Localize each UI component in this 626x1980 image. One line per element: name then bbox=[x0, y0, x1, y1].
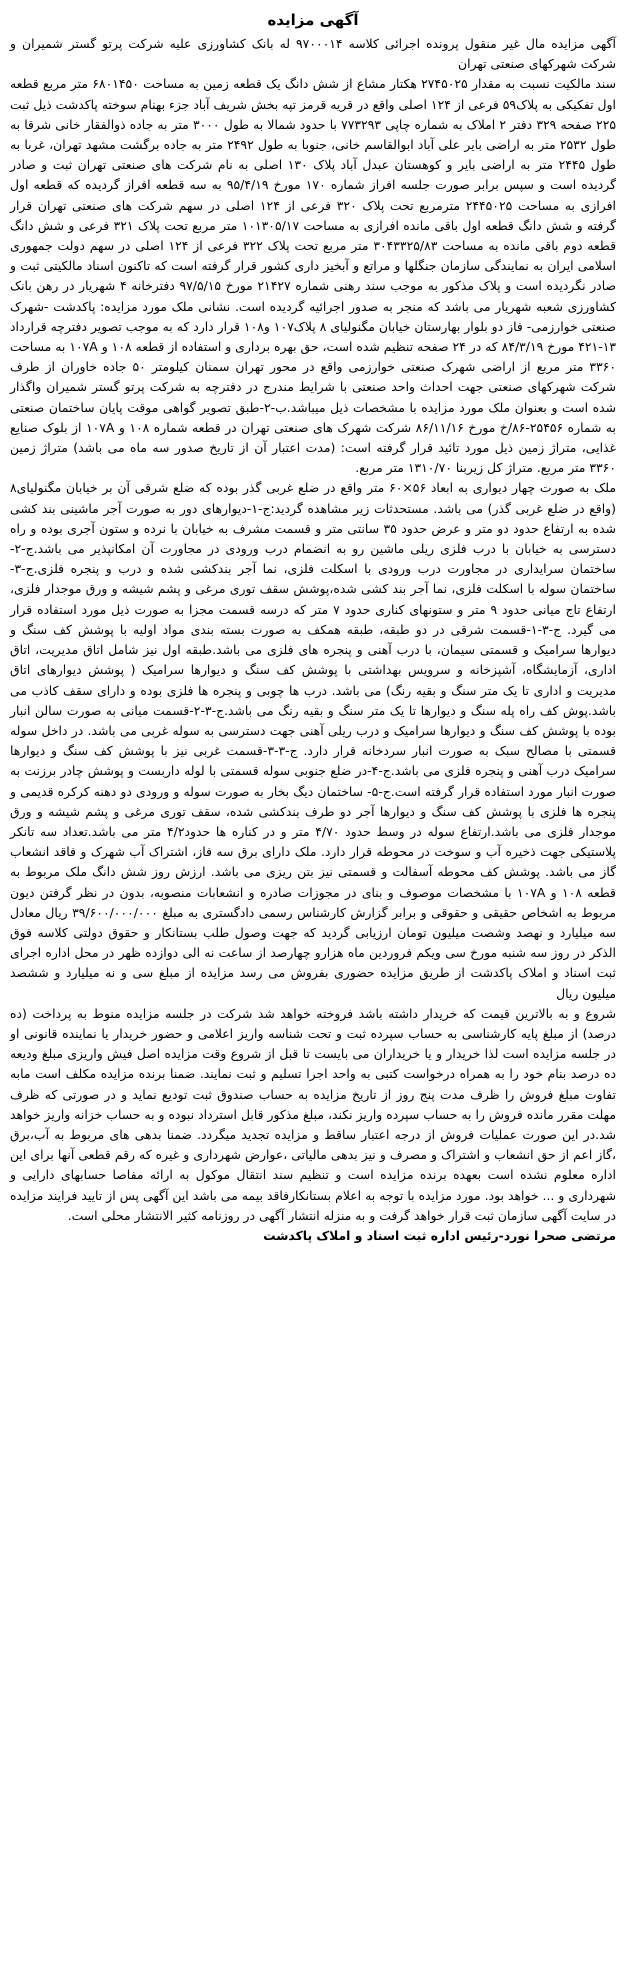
notice-signature: مرتضی صحرا نورد-رئیس اداره ثبت اسناد و املاک پاکدشت bbox=[263, 1227, 616, 1243]
property-description-paragraph: سند مالکیت نسبت به مقدار ۲۷۴۵۰۲۵ هکتار مشاع از شش دانگ یک قطعه زمین به مساحت ۶۸۰۱۴۵۰ متر مربع قطعه اول تفکیکی به پلاک۵۹ فرعی از ۱۲۴ اصلی واقع در قریه قرمز تپه بخش شریف آباد جزء بهنام سوخته پاکدشت ذیل ثبت ۲۲۵ صفحه ۳۲۹ دفتر ۲ املاک به شماره چاپی ۷۷۳۲۹۳ با حدود شمالا به طول ۳۰۰۰ متر به جاده ذوالفقار خانی شرقا به طول ۲۵۳۲ متر به اراضی بایر علی آباد ابوالقاسم خانی، جنوبا به طول ۲۴۹۲ متر به جاده برگشت مشهد تهران، غربا به طول ۲۴۴۵ متر به اراضی بایر و کوهستان عبدل آباد پلاک ۱۳۰ اصلی به نام شرکت های صنعتی تهران ثبت و صادر گردیده است و سپس برابر صورت جلسه افراز شماره ۱۷۰ مورخ ۹۵/۴/۱۹ به سه قطعه افراز گردیده که قطعه اول افرازی به مساحت ۲۴۴۵۰۲۵ مترمربع تحت پلاک ۳۲۰ فرعی از ۱۲۴ اصلی در سهم شرکت های صنعتی تهران قرار گرفته و شش دانگ قطعه اول باقی مانده افرازی به مساحت ۱۰۱۳۰۵/۱۷ متر مربع تحت پلاک ۳۲۱ فرعی و شش دانگ قطعه دوم باقی مانده به مساحت ۳۰۴۳۳۲۵/۸۳ متر مربع تحت پلاک ۳۲۲ فرعی از ۱۲۴ اصلی در سهم دولت جمهوری اسلامی ایران به نمایندگی سازمان جنگلها و مراتع و آبخیز داری کشور قرار گرفته است که تاکنون اسناد مالکیتی ثبت و صادر نگردیده است و پلاک مذکور به موجب سند رهنی شماره ۲۱۴۲۷ مورخ ۹۷/۵/۱۵ دفترخانه ۴ شهریار در رهن بانک کشاورزی شعبه شهریار می باشد که منجر به صدور اجرائیه گردیده است. نشانی ملک مورد مزایده: پاکدشت -شهرک صنعتی خوارزمی- فاز دو بلوار بهارستان خیابان مگنولیای ۸ پلاک۱۰۷ و۱۰۸ قرار دارد که به موجب تصویر دفترچه قرارداد ۱۳-۴۲۱ مورخ ۸۴/۳/۱۹ که در ۲۴ صفحه تنظیم شده است، حق بهره برداری و استفاده از قطعه ۱۰۸ و ۱۰۷A به مساحت ۳۳۶۰ متر مربع از اراضی شهرک صنعتی خوارزمی واقع در محور تهران سمنان کیلومتر ۵۰ جاده خاوران از طرف شرکت شهرکهای صنعتی جهت احداث واحد صنعتی با شرایط مندرج در دفترچه به شرکت پرتو گستر شمیران واگذار شده است و بعنوان ملک مورد مزایده با مشخصات ذیل میباشد.ب-۲-طبق تصویر گواهی موقت پایان ساختمان صنعتی به شماره ۲۵۴۵۶-۸۶/خ مورخ ۸۶/۱۱/۱۶ شرکت شهرک های صنعتی تهران در قطعه شماره ۱۰۸ و ۱۰۷A از بلوک صنایع غذایی، متراژ زمین ذیل مورد تائید قرار گرفته است: (مدت اعتبار آن از تاریخ صدور سه ماه می باشد) متراژ زمین ۳۳۶۰ متر مربع. متراژ کل زیربنا ۱۳۱۰/۷۰ متر مربع. bbox=[10, 76, 617, 476]
notice-title: آگهی مزایده bbox=[267, 11, 359, 29]
auction-terms-paragraph: شروع و به بالاترین قیمت که خریدار داشته باشد فروخته خواهد شد شرکت در جلسه مزایده منوط به پرداخت (ده درصد) از مبلغ پایه کارشناسی به حساب سپرده ثبت و تحت شناسه واریز اعلامی و حضور خریدار یا نماینده قانونی او در جلسه مزایده است لذا خریدار و یا خریداران می بایست تا قبل از شروع وقت مزایده اصل فیش واریزی مبلغ ودیعه ده درصد بنام خود را به همراه درخواست کتبی به واحد اجرا تسلیم و ثبت نمایند. ضمنا برنده مزایده مکلف است مابه تفاوت مبلغ فروش را ظرف مدت پنج روز از تاریخ مزایده به حساب صندوق ثبت تودیع نماید و در صورتی که ظرف مهلت مقرر مانده فروش را به حساب سپرده واریز نکند، مبلغ مذکور قابل استرداد نبوده و به حساب خزانه واریز خواهد شد.در این صورت عملیات فروش از درجه اعتبار ساقط و مزایده تجدید میگردد. ضمنا بدهی های مربوط به آب،برق ،گاز اعم از حق انشعاب و اشتراک و مصرف و نیز بدهی مالیاتی ،عوارض شهرداری و غیره که رقم قطعی آنها برای این اداره معلوم نشده است بعهده برنده مزایده است و تنظیم سند انتقال موکول به ارائه مفاصا حسابهای دارایی و شهرداری و ... خواهد بود. مورد مزایده با توجه به اعلام بستانکارفاقد بیمه می باشد این آگهی پس از تایید فرایند مزایده در سایت آگهی سازمان ثبت قرار خواهد گرفت و به منزله انتشار آگهی در روزنامه کثیر الانتشار محلی است. bbox=[10, 1005, 616, 1223]
auction-notice bbox=[10, 10, 616, 1960]
building-details-paragraph: ملک به صورت چهار دیواری به ابعاد ۵۶×۶۰ متر واقع در ضلع غربی گذر بوده که ضلع شرقی آن بر خیابان مگنولیای۸ (واقع در ضلع غربی گذر) می باشد. مستحدثات زیر مشاهده گردید:ج-۱-دیوارهای دور به صورت آجر ماشینی بند کشی شده به ارتفاع حدود دو متر و عرض حدود ۳۵ سانتی متر و قسمت مشرف به خیابان با نرده و ستون آجری بوده و راه دسترسی به خیابان با درب فلزی ریلی ماشین رو به انضمام درب ورودی در مجاورت آن امکانپذیر می باشد.ج-۲-ساختمان سرایداری در مجاورت درب ورودی با اسکلت فلزی، نما آجر بندکشی شده و درب و پنجره فلزی.ج-۳-ساختمان سوله با اسکلت فلزی، نما آجر بند کشی شده،پوشش سقف توری مرغی و پشم شیشه و ورق موجدار فلزی، ارتفاع تاج میانی حدود ۹ متر و ستونهای کناری حدود ۷ متر که درسه قسمت مجزا به صورت ذیل مورد استفاده قرار می گیرد. ج-۳-۱-قسمت شرقی در دو طبقه، طبقه همکف به صورت بسته بندی مواد اولیه با پوشش کف سنگ و دیوارها سرامیک و قسمتی سیمان، با درب آهنی و پنجره های فلزی می باشد.طبقه اول نیز شامل اتاق مدیریت، اتاق اداری، آزمایشگاه، آشپزخانه و سرویس بهداشتی با پوشش کف سنگ و دیوارها سرامیک ( پوشش دیوارهای اتاق مدیریت و اداری تا یک متر سنگ و بقیه رنگ) می باشد. درب ها چوبی و پنجره ها فلزی بوده و دارای سقف کاذب می باشد.پوش کف راه پله سنگ و دیوارها تا یک متر سنگ و بقیه رنگ می باشد.ج-۳-۲-قسمت میانی به صورت سالن انبار بوده با پوشش کف سنگ و دیوارها سرامیک و درب ریلی آهنی جهت دسترسی به سوله غربی می باشد. در داخل سوله قسمتی با مصالح سبک به صورت انبار سردخانه قرار دارد. ج-۳-۳-قسمت غربی نیز با پوشش کف سنگ و دیوارها سرامیک درب آهنی و پنجره فلزی می باشد.ج-۴-در ضلع جنوبی سوله قسمتی با لوله داربست و پوشش چادر برزنت به صورت انبار مورد استفاده قرار گرفته است.ج-۵- ساختمان دیگ بخار به صورت سوله و ورودی دو دهنه کرکره قدیمی و پنجره ها فلزی با پوشش کف سنگ و دیوارها آجر دو طرف بندکشی شده، سقف توری مرغی و پشم شیشه و ورق موجدار فلزی می باشد.ارتفاع سوله در وسط حدود ۴/۷۰ متر و در کناره ها حدود۴/۲ متر می باشد.تعداد سه تانکر پلاستیکی جهت ذخیره آب و سوخت در محوطه قرار دارد. ملک دارای برق سه فاز، اشتراک آب شهرک و فاقد انشعاب گاز می باشد. پوشش کف محوطه آسفالت و قسمتی نیز بتن ریزی می باشد. ارزش روز شش دانگ ملک مربوط به قطعه ۱۰۸ و ۱۰۷A با مشخصات موصوف و بنای در مجوزات صادره و انشعابات منصوبه، بدون در نظر گرفتن دیون مربوط به اشخاص حقیقی و حقوقی و برابر گزارش کارشناس رسمی دادگستری به مبلغ ۳۹/۶۰۰/۰۰۰/۰۰۰ ریال معادل سه میلیارد و نهصد وشصت میلیون تومان ارزیابی گردید که جهت وصول طلب بستانکار و حقوق دولتی کلاسه فوق الذکر در روز سه شنبه مورخ سی ویکم فروردین ماه هزارو چهارصد از ساعت نه الی دوازده ظهر در محل اداره اجرای ثبت اسناد و املاک پاکدشت از طریق مزایده حضوری بفروش می رسد مزایده از مبلغ سی و نه میلیارد و ششصد میلیون ریال bbox=[10, 480, 617, 1001]
notice-heading-paragraph: آگهی مزایده مال غیر منقول پرونده اجرائی کلاسه ۹۷۰۰۰۱۴ له بانک کشاورزی علیه شرکت پرتو گستر شمیران و شرکت شهرکهای صنعتی تهران bbox=[10, 36, 616, 72]
